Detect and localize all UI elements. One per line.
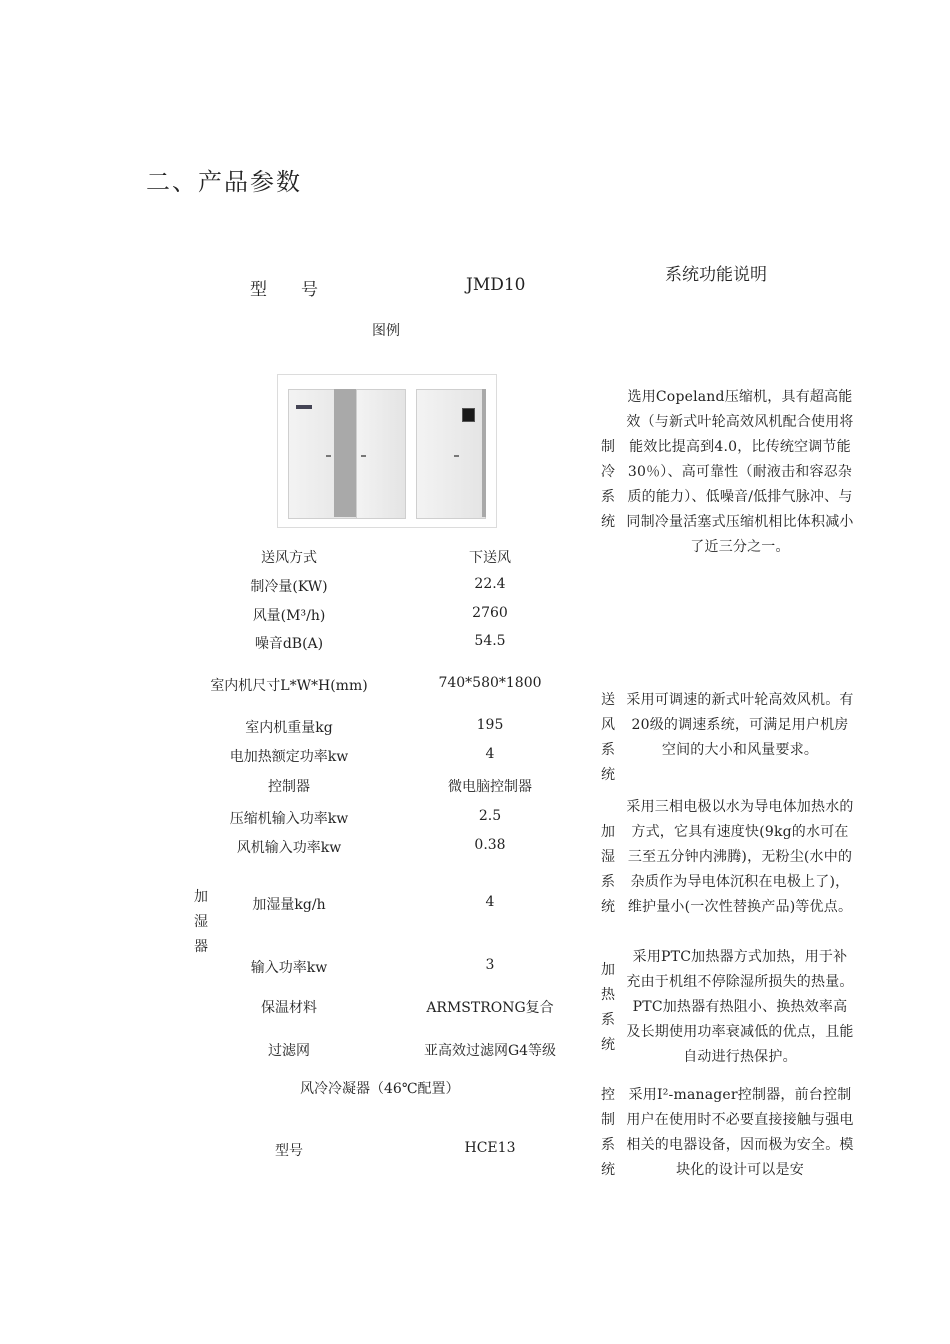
spec-label: 噪音dB(A) [254,636,324,652]
product-image [277,374,497,528]
filter-label: 过滤网 [268,1043,310,1059]
system-description: 采用可调速的新式叶轮高效风机。有20级的调速系统，可满足用户机房空间的大小和风量要求。 [626,692,854,758]
condenser-model-label: 型号 [275,1143,303,1159]
spec-value: 2760 [472,605,508,621]
insulation-value: ARMSTRONG复合 [426,1000,554,1016]
model-value: JMD10 [466,275,526,295]
humidifier-row-value: 3 [485,957,495,973]
system-description: 采用三相电极以水为导电体加热水的方式，它具有速度快(9kg的水可在三至五分钟内沸腾)，无粉尘(水中的杂质作为导电体沉积在电极上了)，维护量小(一次性替换产品)等优点。 [626,799,854,915]
spec-value: 740*580*1800 [438,675,542,691]
spec-label: 制冷量(KW) [250,579,328,595]
insulation-label: 保温材料 [261,1000,317,1016]
spec-label: 风机输入功率kw [236,840,342,856]
humidifier-row-label: 输入功率kw [250,960,328,976]
system-name: 控制系统 [601,1087,615,1178]
spec-label: 室内机重量kg [245,720,333,736]
humidifier-row-label: 加湿量kg/h [252,897,326,913]
spec-value: 54.5 [474,633,506,649]
system-description: 采用PTC加热器方式加热，用于补充由于机组不停除湿所损失的热量。PTC加热器有热阻小、换热效率高及长期使用功率衰减低的优点，且能自动进行热保护。 [626,949,854,1065]
spec-label: 电加热额定功率kw [229,749,349,765]
condenser-model-value: HCE13 [464,1140,516,1156]
system-description: 采用I²-manager控制器，前台控制用户在使用时不必要直接接触与强电相关的电器设备，因而极为安全。模块化的设计可以是安 [626,1087,854,1178]
section-title: 二、产品参数 [146,168,302,196]
filter-value: 亚高效过滤网G4等级 [423,1043,557,1059]
spec-value: 4 [485,746,495,762]
spec-value: 下送风 [469,550,511,566]
system-description: 选用Copeland压缩机，具有超高能效（与新式叶轮高效风机配合使用将能效比提高到4.0，比传统空调节能30％）、高可靠性（耐液击和容忍杂质的能力）、低噪音/低排气脉冲、与同制冷量活塞式压缩机相比体积减小了近三分之一。 [626,389,854,555]
spec-label: 压缩机输入功率kw [229,811,349,827]
spec-value: 22.4 [474,576,506,592]
model-label: 型 号 [250,280,318,300]
legend-label: 图例 [372,323,400,339]
spec-label: 送风方式 [261,550,317,566]
humidifier-row-value: 4 [485,894,495,910]
spec-value: 2.5 [478,808,502,824]
system-name: 加湿系统 [601,824,615,915]
spec-label: 风量(M³/h) [252,608,326,624]
spec-value: 195 [476,717,504,733]
spec-label: 控制器 [268,779,310,795]
system-name: 制冷系统 [601,439,615,530]
condenser-title: 风冷冷凝器（46℃配置） [300,1081,460,1097]
humidifier-group-label: 加湿器 [194,889,208,955]
system-name: 加热系统 [601,962,615,1053]
system-name: 送风系统 [601,692,615,783]
system-header: 系统功能说明 [665,265,767,285]
spec-value: 微电脑控制器 [448,779,532,795]
spec-label: 室内机尺寸L*W*H(mm) [210,678,368,694]
spec-value: 0.38 [474,837,506,853]
